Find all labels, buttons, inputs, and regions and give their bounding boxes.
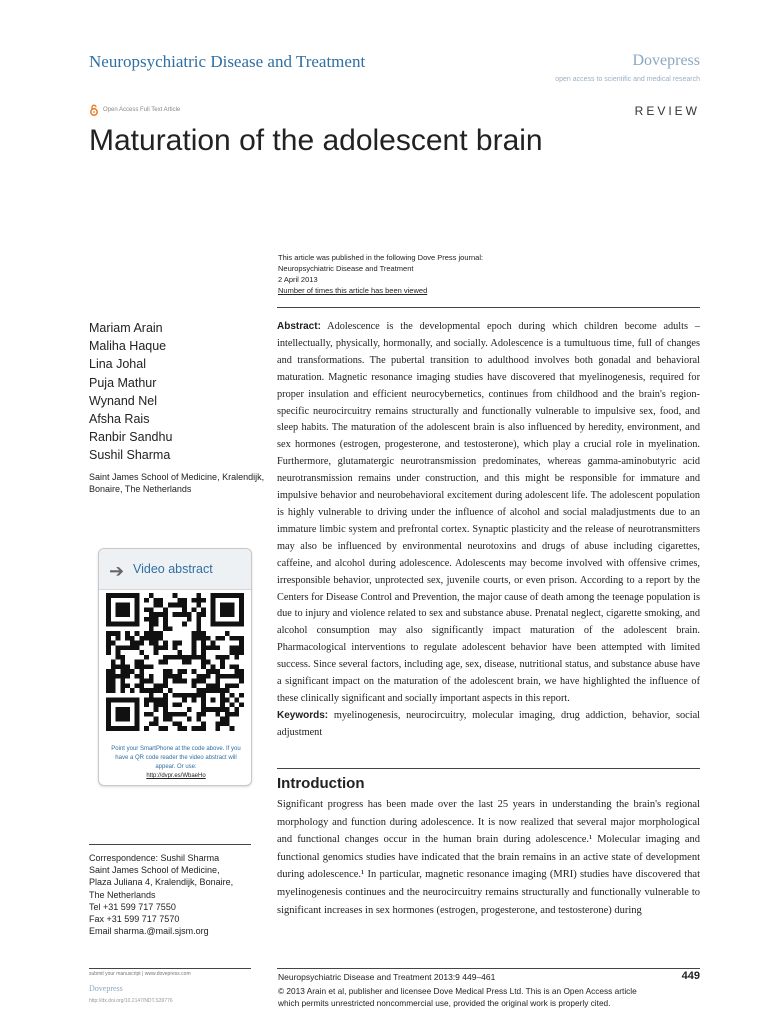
affiliation: Saint James School of Medicine, Kralendijk, Bonaire, The Netherlands — [89, 472, 265, 494]
section-heading: Introduction — [277, 775, 365, 792]
publication-info — [278, 252, 708, 296]
video-abstract-box[interactable] — [98, 548, 252, 786]
correspondence-line: The Netherlands — [89, 889, 156, 900]
correspondence-block — [89, 852, 233, 937]
video-abstract-link[interactable]: http://dvpr.es/WbaeHo — [146, 773, 206, 779]
author-name: Mariam Arain — [89, 321, 163, 335]
correspondence-line: Tel +31 599 717 7550 — [89, 901, 176, 912]
views-link[interactable]: Number of times this article has been viewed — [278, 286, 428, 295]
page-number: 449 — [681, 970, 700, 982]
abstract-text: Adolescence is the developmental epoch during which children become adults – intellectually, physically, hormonally, and socially. Adolescence is a tumultuous time, full of changes and transformations. The pubertal transition to adulthood involves both gonadal and behavioral maturation. Magnetic resonance imaging studies have discovered that myelinogenesis, required for proper insulation and efficient neurocybernetics, continues from childhood and the brain's region-specific neurocircuitry remains structurally and functionally vulnerable to impulsive sex, food, and sleep habits. The maturation of the adolescent brain is also influenced by heredity, environment, and sex hormones (estrogen, progesterone, and testosterone), which play a crucial role in myelination. Furthermore, glutamatergic neurotransmission predominates, whereas gamma-aminobutyric acid neurotransmission remains under construction, and this might be responsible for immature and impulsive behavior and neurobehavioral excitement during adolescent life. The adolescent population is highly vulnerable to driving under the influence of alcohol and social maladjustments due to an immature limbic system and prefrontal cortex. Synaptic plasticity and the release of neurotransmitters may also be influenced by environmental neurotoxins and drugs of abuse including cigarettes, caffeine, and alcohol during adolescence. Adolescents may become involved with offensive crimes, irresponsible behavior, unprotected sex, juvenile courts, or even prison. According to a report by the Centers for Disease Control and Prevention, the major cause of death among the teenage population is due to injury and violence related to sex and substance abuse. Prenatal neglect, cigarette smoking, and alcohol consumption may also significantly impact maturation of the adolescent brain. Pharmacological interventions to regulate adolescent behavior have been attempted with limited success. Since several factors, including age, sex, disease, nutritional status, and substance abuse have a significant impact on the maturation of the adolescent brain, we have highlighted the influence of these clinically significant and socially important aspects in this report. — [277, 321, 700, 704]
keywords-text: myelinogenesis, neurocircuitry, molecular imaging, drug addiction, behavior, social adjustment — [277, 709, 700, 738]
video-abstract-note — [107, 745, 245, 781]
doi-link[interactable]: http://dx.doi.org/10.2147/NDT.S39776 — [89, 998, 173, 1004]
publication-info-journal: Neuropsychiatric Disease and Treatment — [278, 264, 414, 273]
divider — [89, 968, 251, 969]
divider — [89, 844, 251, 845]
correspondence-line: Fax +31 599 717 7570 — [89, 914, 180, 925]
abstract — [277, 319, 700, 742]
publication-info-line: This article was published in the following Dove Press journal: — [278, 253, 484, 262]
footer-citation: Neuropsychiatric Disease and Treatment 2013:9 449–461 — [278, 972, 496, 982]
author-list — [89, 319, 172, 465]
video-abstract-header[interactable] — [99, 549, 251, 590]
correspondence-email[interactable]: Email sharma.@mail.sjsm.org — [89, 926, 209, 937]
video-note-text: Point your SmartPhone at the code above. If you have a QR code reader the video abstract will appear. Or use: — [111, 746, 241, 770]
author-name: Afsha Rais — [89, 412, 150, 427]
dovepress-tagline: open access to scientific and medical research — [555, 76, 700, 83]
journal-header[interactable]: Neuropsychiatric Disease and Treatment — [89, 52, 366, 71]
article-type-label: REVIEW — [634, 104, 700, 118]
open-access-lock-icon — [89, 104, 99, 116]
introduction-text: Significant progress has been made over the last 25 years in understanding the brain's regional morphology and function during adolescence. It is now realized that several major morphological and functional changes occur in the human brain during adolescence.¹ Molecular imaging and functional genomics studies have indicated that the brain remains in an active state of development during adolescence.¹ In particular, magnetic resonance imaging (MRI) studies have discovered that myelinogenesis continues and the neurocircuitry remains structurally and functionally vulnerable to significant increases in sex hormones (estrogen, progesterone, and testosterone) during — [277, 799, 700, 916]
correspondence-line: Saint James School of Medicine, — [89, 865, 220, 876]
abstract-label: Abstract: — [277, 321, 321, 332]
correspondence-line: Plaza Juliana 4, Kralendijk, Bonaire, — [89, 877, 234, 888]
submit-manuscript-link[interactable]: submit your manuscript | www.dovepress.com — [89, 971, 191, 977]
copyright-line: © 2013 Arain et al, publisher and licensee Dove Medical Press Ltd. This is an Open Access article — [278, 986, 637, 996]
dovepress-logo[interactable]: Dovepress — [632, 52, 700, 69]
divider — [277, 768, 700, 769]
arrow-right-icon: ➔ — [109, 561, 125, 581]
dovepress-footer-logo[interactable]: Dovepress — [89, 984, 123, 993]
copyright-notice — [278, 985, 708, 1009]
license-line: which permits unrestricted noncommercial use, provided the original work is properly cited. — [278, 998, 611, 1008]
divider — [277, 968, 700, 969]
article-title: Maturation of the adolescent brain — [89, 124, 543, 157]
qr-code-icon[interactable] — [106, 593, 244, 731]
keywords-label: Keywords: — [277, 709, 329, 721]
author-name: Sushil Sharma — [89, 448, 171, 463]
publication-info-date: 2 April 2013 — [278, 275, 318, 284]
open-access-row — [89, 104, 180, 116]
author-name: Lina Johal — [89, 357, 146, 372]
author-name: Wynand Nel — [89, 393, 157, 408]
author-name: Ranbir Sandhu — [89, 430, 173, 445]
author-name: Maliha Haque — [89, 339, 167, 354]
video-abstract-title[interactable]: Video abstract — [133, 562, 213, 576]
author-name: Puja Mathur — [89, 375, 157, 390]
open-access-label: Open Access Full Text Article — [103, 107, 181, 113]
divider — [277, 307, 700, 308]
correspondence-line: Correspondence: Sushil Sharma — [89, 853, 220, 863]
